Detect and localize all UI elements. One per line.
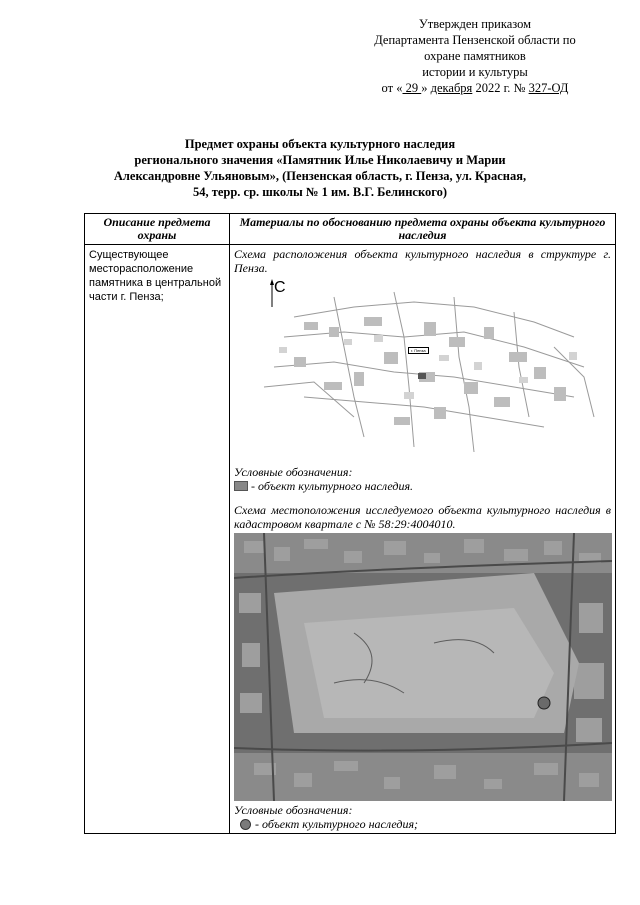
object-swatch-icon — [234, 481, 248, 491]
legend-item — [234, 817, 611, 831]
title-line: Предмет охраны объекта культурного наследия — [184, 137, 456, 151]
legend-title: Условные обозначения: — [234, 465, 353, 479]
approval-line: Утвержден приказом — [418, 17, 532, 31]
map2-caption: Схема местоположения исследуемого объекта культурного наследия в кадастровом квартале с № 58:29:4004010. — [234, 503, 611, 531]
legend-title: Условные обозначения: — [234, 803, 353, 817]
approval-date — [340, 80, 610, 96]
aerial-map-graphic — [234, 533, 612, 801]
description-cell: Существующее месторасположение памятника в центральной части г. Пенза; — [85, 245, 230, 834]
city-map-graphic — [234, 277, 608, 459]
materials-cell — [230, 245, 616, 834]
date-prefix: от « — [381, 81, 403, 95]
title-line: Александровне Ульяновым», (Пензенская область, г. Пенза, ул. Красная, — [113, 169, 527, 183]
approval-block — [340, 16, 610, 96]
order-number: 327-ОД — [528, 81, 569, 95]
approval-line: истории и культуры — [422, 65, 528, 79]
date-month: декабря — [430, 81, 473, 95]
north-label: С — [274, 279, 286, 296]
document-title — [95, 136, 545, 200]
map1-caption: Схема расположения объекта культурного наследия в структуре г. Пенза. — [234, 247, 611, 275]
legend-item — [234, 479, 611, 493]
table-header-row — [85, 214, 616, 245]
date-year: 2022 г. № — [472, 81, 529, 95]
table-row — [85, 245, 616, 834]
cadastral-aerial-map — [234, 533, 612, 801]
col-header-materials: Материалы по обоснованию предмета охраны объекта культурного наследия — [230, 214, 616, 245]
approval-line: охране памятников — [424, 49, 526, 63]
col-header-description: Описание предмета охраны — [85, 214, 230, 245]
title-line: 54, терр. ср. школы № 1 им. В.Г. Белинского) — [192, 185, 448, 199]
city-label: г. Пенза — [408, 347, 429, 354]
date-mid: » — [421, 81, 431, 95]
title-line: регионального значения «Памятник Илье Николаевичу и Марии — [134, 153, 506, 167]
date-day: 29 — [402, 81, 422, 95]
object-circle-icon — [240, 819, 251, 830]
legend-text: - объект культурного наследия. — [251, 479, 414, 493]
protection-table — [84, 213, 616, 834]
approval-line: Департамента Пензенской области по — [374, 33, 576, 47]
legend-text: - объект культурного наследия; — [255, 817, 419, 831]
city-scheme-map — [234, 277, 608, 459]
